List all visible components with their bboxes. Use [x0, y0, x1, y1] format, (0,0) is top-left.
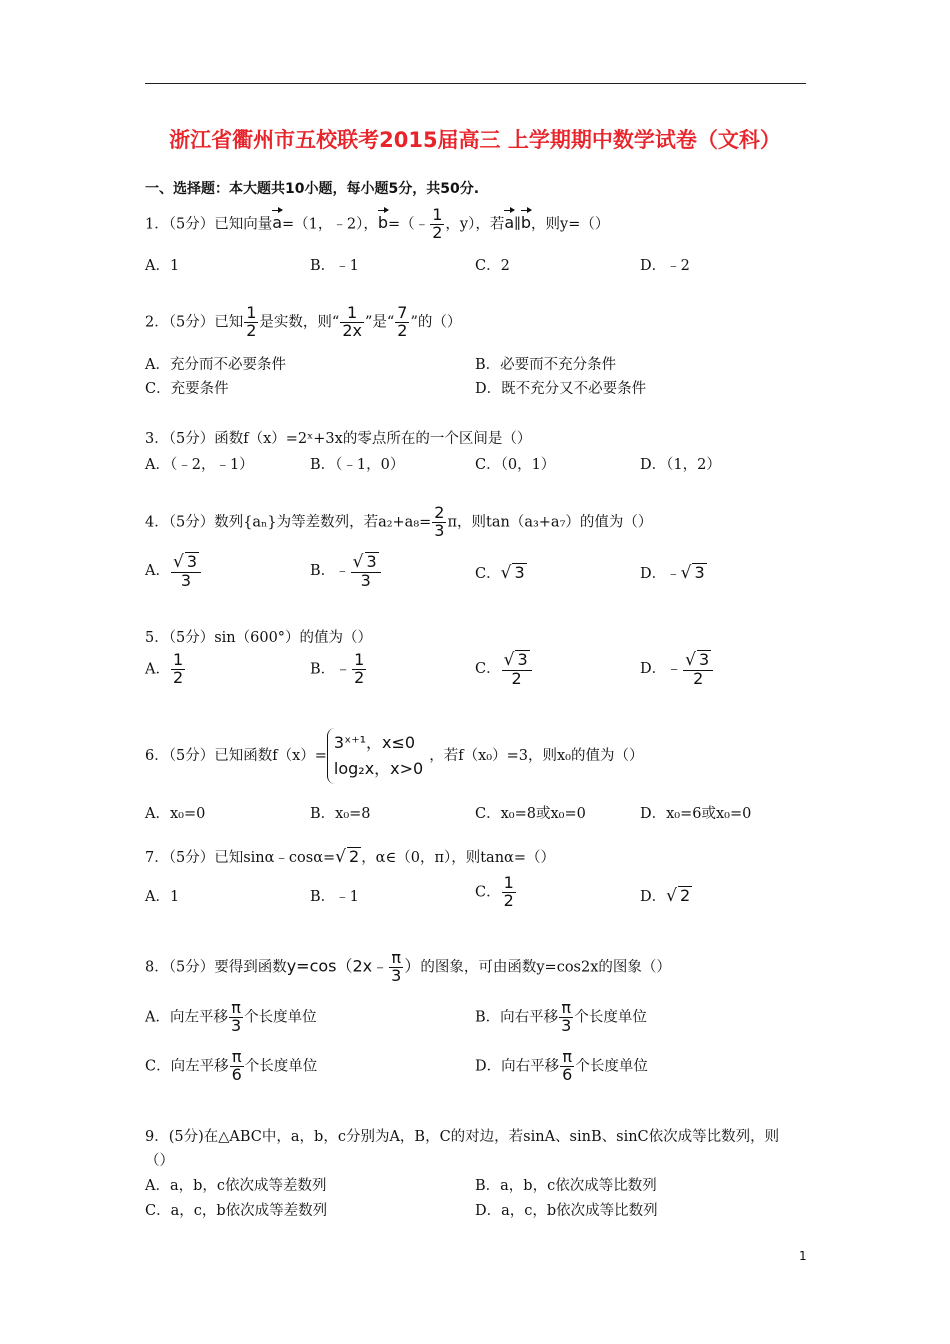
- fraction: $\frac{√ 3}{2}$: [683, 650, 713, 688]
- q2-option-a: A．充分而不必要条件: [145, 357, 286, 373]
- q2-mid: 是实数，则“: [259, 314, 340, 331]
- fraction: $\frac{7}{2}$: [397, 303, 408, 340]
- q8-option-c: C．向左平移 $\frac{\pi}{6}$ 个长度单位: [145, 1047, 318, 1084]
- q6-option-c: C．x₀=8或x₀=0: [475, 806, 586, 822]
- fraction: $\frac{1}{2}$: [246, 303, 257, 340]
- fraction: $\frac{1}{2}$: [503, 873, 514, 910]
- q7-option-d: D．√ 2: [640, 886, 691, 906]
- fraction: $\frac{\pi}{3}$: [391, 948, 402, 985]
- question-8: 8．（5分）要得到函数y=cos（2x﹣ $\frac{\pi}{3}$ ）的图象，可由函数y=cos2x的图象（）: [145, 948, 671, 985]
- q4-post: π，则tan（a₃+a₇）的值为（）: [447, 514, 653, 531]
- q1-a-value: =（1，﹣2），: [282, 216, 378, 233]
- q3-option-d: D．（1，2）: [640, 457, 721, 473]
- q2-option-c: C．充要条件: [145, 381, 229, 397]
- fraction: $\frac{√ 3}{3}$: [171, 552, 201, 590]
- q2-post: ”的（）: [410, 314, 462, 331]
- fraction: $\frac{\pi}{6}$: [562, 1047, 573, 1084]
- question-3: 3．（5分）函数f（x）=2ˣ+3x的零点所在的一个区间是（）: [145, 431, 532, 447]
- question-9-bracket: （）: [145, 1153, 174, 1169]
- page-title: 浙江省衢州市五校联考2015届高三 上学期期中数学试卷（文科）: [169, 128, 781, 152]
- q4-option-a: A． $\frac{√ 3}{3}$: [145, 552, 202, 590]
- q2-text: 2．（5分）已知: [145, 314, 244, 331]
- q2-mid2: ”是“: [364, 314, 395, 331]
- q9-option-a: A．a，b，c依次成等差数列: [145, 1178, 327, 1194]
- q9-option-c: C．a，c，b依次成等差数列: [145, 1203, 328, 1219]
- q1-post: ，则y=（）: [531, 216, 610, 233]
- q5-option-d: D．﹣ $\frac{√ 3}{2}$: [640, 650, 714, 688]
- q1-option-a: A．1: [145, 258, 180, 274]
- parallel-symbol: ∥: [514, 216, 521, 233]
- sqrt-2: 2: [349, 847, 360, 866]
- q3-option-b: B．（﹣1，0）: [310, 457, 405, 473]
- section-heading: 一、选择题：本大题共10小题，每小题5分，共50分.: [145, 181, 480, 197]
- q2-option-b: B．必要而不充分条件: [475, 357, 617, 373]
- q8-post: 的图象，可由函数y=cos2x的图象（）: [420, 959, 671, 976]
- q8-option-d: D．向右平移 $\frac{\pi}{6}$ 个长度单位: [475, 1047, 648, 1084]
- fraction: $\frac{2}{3}$: [434, 503, 445, 540]
- fraction: $\frac{\pi}{3}$: [230, 998, 242, 1035]
- header-rule: [145, 83, 806, 84]
- q3-option-c: C．（0，1）: [475, 457, 556, 473]
- question-9: 9．(5分)在△ABC中，a，b，c分别为A，B，C的对边，若sinA、sinB、sinC依次成等比数列，则: [145, 1129, 780, 1145]
- fraction: $\frac{√ 3}{2}$: [502, 650, 532, 688]
- vector-b: b: [521, 207, 531, 233]
- q1-b-post: ，y），若: [445, 216, 505, 233]
- q2-option-d: D．既不充分又不必要条件: [475, 381, 647, 397]
- q5-option-c: C． $\frac{√ 3}{2}$: [475, 650, 533, 688]
- question-2: [145, 305, 461, 340]
- q1-option-d: D．﹣2: [640, 258, 690, 274]
- question-6: [145, 728, 643, 784]
- q1-option-b: B．﹣1: [310, 258, 359, 274]
- question-4: [145, 505, 652, 540]
- q7-option-a: A．1: [145, 889, 180, 905]
- q5-option-b: B．﹣ $\frac{1}{2}$: [310, 650, 365, 687]
- fraction: $\frac{1}{2}$: [172, 650, 184, 687]
- q5-option-a: A． $\frac{1}{2}$: [145, 650, 184, 687]
- q9-option-d: D．a，c，b依次成等比数列: [475, 1203, 658, 1219]
- q4-text: 4．（5分）数列{aₙ}为等差数列，若a₂+a₈=: [145, 514, 432, 531]
- q8-option-a: A．向左平移 $\frac{\pi}{3}$ 个长度单位: [145, 998, 317, 1035]
- q4-option-d: D．﹣√ 3: [640, 563, 705, 583]
- q1-option-c: C．2: [475, 258, 510, 274]
- q1-text: 1．（5分）已知向量: [145, 216, 273, 233]
- q4-option-c: C．√ 3: [475, 563, 525, 583]
- q6-option-b: B．x₀=8: [310, 806, 371, 822]
- question-1: [145, 207, 609, 242]
- q4-option-b: B．﹣ $\frac{√ 3}{3}$: [310, 552, 382, 590]
- fraction: $\frac{1}{2}$: [354, 650, 365, 687]
- q3-option-a: A．（﹣2，﹣1）: [145, 457, 254, 473]
- fraction: $\frac{1}{2}$: [432, 205, 443, 242]
- q9-option-b: B．a，b，c依次成等比数列: [475, 1178, 657, 1194]
- fraction: $\frac{1}{2x}$: [342, 303, 362, 340]
- q8-function: y=cos（2x﹣: [286, 956, 389, 976]
- vector-a: a: [272, 207, 282, 233]
- question-7: 7．（5分）已知sinα﹣cosα=√ 2 ，α∈（0，π），则tanα=（）: [145, 847, 555, 867]
- vector-a: a: [504, 207, 514, 233]
- q6-post: ，若f（x₀）=3，则x₀的值为（）: [429, 748, 644, 764]
- q6-option-d: D．x₀=6或x₀=0: [640, 806, 752, 822]
- question-5: 5．（5分）sin（600°）的值为（）: [145, 630, 373, 646]
- q7-option-c: C． $\frac{1}{2}$: [475, 873, 514, 910]
- vector-b: b: [378, 207, 388, 233]
- fraction: $\frac{\pi}{6}$: [231, 1047, 242, 1084]
- page-number: 1: [799, 1249, 807, 1263]
- q7-option-b: B．﹣1: [310, 889, 359, 905]
- fraction: $\frac{\pi}{3}$: [561, 998, 572, 1035]
- fraction: $\frac{√ 3}{3}$: [351, 552, 381, 590]
- q7-post: ，α∈（0，π），则tanα=（）: [361, 850, 555, 866]
- q6-option-a: A．x₀=0: [145, 806, 206, 822]
- q8-text: 8．（5分）要得到函数: [145, 959, 287, 976]
- q1-b-pre: =（﹣: [388, 216, 430, 233]
- q8-option-b: B．向右平移 $\frac{\pi}{3}$ 个长度单位: [475, 998, 647, 1035]
- q6-text: 6．（5分）已知函数f（x）=: [145, 748, 327, 764]
- piecewise-function: 3ˣ⁺¹，x≤0 log₂x，x>0: [327, 728, 429, 784]
- q7-text: 7．（5分）已知sinα﹣cosα=: [145, 850, 336, 866]
